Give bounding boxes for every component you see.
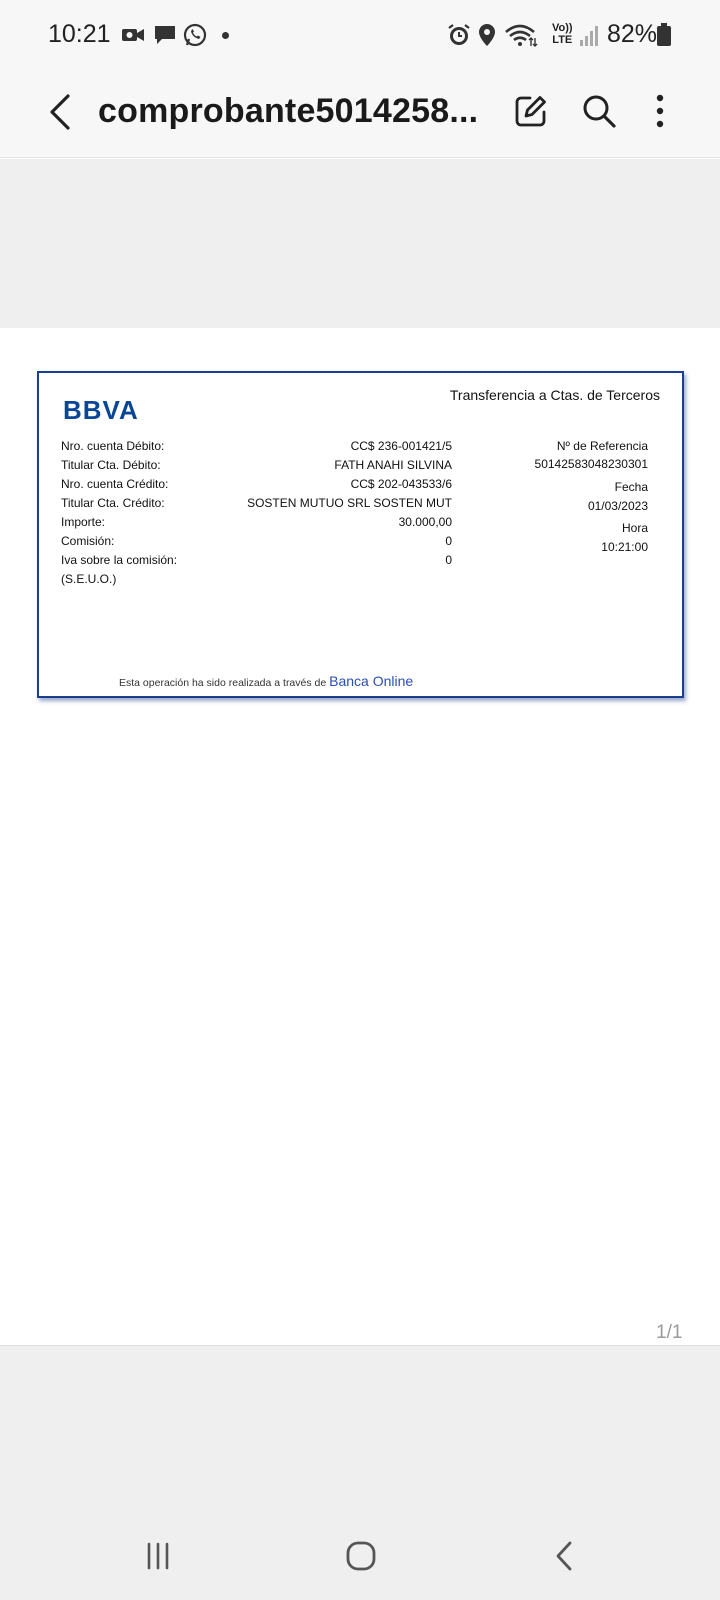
- home-icon: [344, 1539, 378, 1573]
- reference-label: Nº de Referencia: [556, 439, 648, 453]
- search-button[interactable]: [574, 86, 624, 136]
- home-button[interactable]: [331, 1532, 391, 1580]
- amount-label: Importe:: [61, 515, 106, 529]
- wifi-icon: [504, 22, 538, 48]
- debit-holder-label: Titular Cta. Débito:: [61, 458, 161, 472]
- more-notifications-dot: [222, 32, 229, 39]
- transfer-receipt: [37, 371, 684, 698]
- back-nav-icon: [552, 1539, 576, 1573]
- alarm-icon: [446, 22, 472, 48]
- credit-holder-label: Titular Cta. Crédito:: [61, 496, 165, 510]
- nav-back-button[interactable]: [534, 1532, 594, 1580]
- search-icon: [581, 93, 617, 129]
- commission-vat-label: Iva sobre la comisión:: [61, 553, 178, 567]
- date-value: 01/03/2023: [587, 499, 648, 513]
- time-value: 10:21:00: [601, 540, 648, 554]
- chat-icon: [152, 22, 178, 48]
- commission-vat-value: 0: [445, 553, 452, 567]
- time-label: Hora: [621, 521, 648, 535]
- debit-account-label: Nro. cuenta Débito:: [61, 439, 165, 453]
- battery-percentage: 82%: [607, 20, 658, 48]
- amount-value: 30.000,00: [398, 515, 452, 529]
- viewer-gray-area-top: [0, 159, 720, 328]
- status-time: 10:21: [48, 20, 111, 48]
- bbva-logo: BBVA: [63, 395, 139, 425]
- more-options-button[interactable]: [638, 86, 682, 136]
- credit-holder-value: SOSTEN MUTUO SRL SOSTEN MUT: [247, 496, 452, 510]
- status-bar: [0, 0, 720, 72]
- document-title: comprobante5014258...: [98, 92, 479, 130]
- location-icon: [474, 22, 500, 48]
- whatsapp-icon: [182, 22, 208, 48]
- app-bar: [0, 72, 720, 158]
- credit-account-value: CC$ 202-043533/6: [350, 477, 452, 491]
- footer-text: Esta operación ha sido realizada a través de: [119, 677, 330, 689]
- back-button[interactable]: [36, 88, 84, 136]
- screen-record-icon: [120, 22, 146, 48]
- more-options-icon: [655, 93, 665, 129]
- reference-value: 50142583048230301: [534, 457, 648, 471]
- receipt-footer: [119, 673, 413, 689]
- recent-apps-button[interactable]: [128, 1532, 188, 1580]
- debit-holder-value: FATH ANAHI SILVINA: [334, 458, 452, 472]
- commission-label: Comisión:: [61, 534, 115, 548]
- recent-apps-icon: [143, 1541, 173, 1571]
- footer-brand: Banca Online: [329, 673, 414, 689]
- battery-icon: [656, 22, 672, 48]
- volte-lte-indicator: Vo)) LTE: [552, 22, 573, 46]
- commission-value: 0: [445, 534, 452, 548]
- edit-icon: [513, 93, 549, 129]
- signal-icon: [578, 22, 602, 48]
- receipt-title: Transferencia a Ctas. de Terceros: [449, 387, 660, 403]
- credit-account-label: Nro. cuenta Crédito:: [61, 477, 169, 491]
- back-icon: [46, 92, 74, 132]
- seuo-label: (S.E.U.O.): [61, 572, 117, 586]
- debit-account-value: CC$ 236-001421/5: [350, 439, 452, 453]
- date-label: Fecha: [614, 480, 648, 494]
- edit-button[interactable]: [506, 86, 556, 136]
- page-indicator: 1/1: [656, 1322, 683, 1343]
